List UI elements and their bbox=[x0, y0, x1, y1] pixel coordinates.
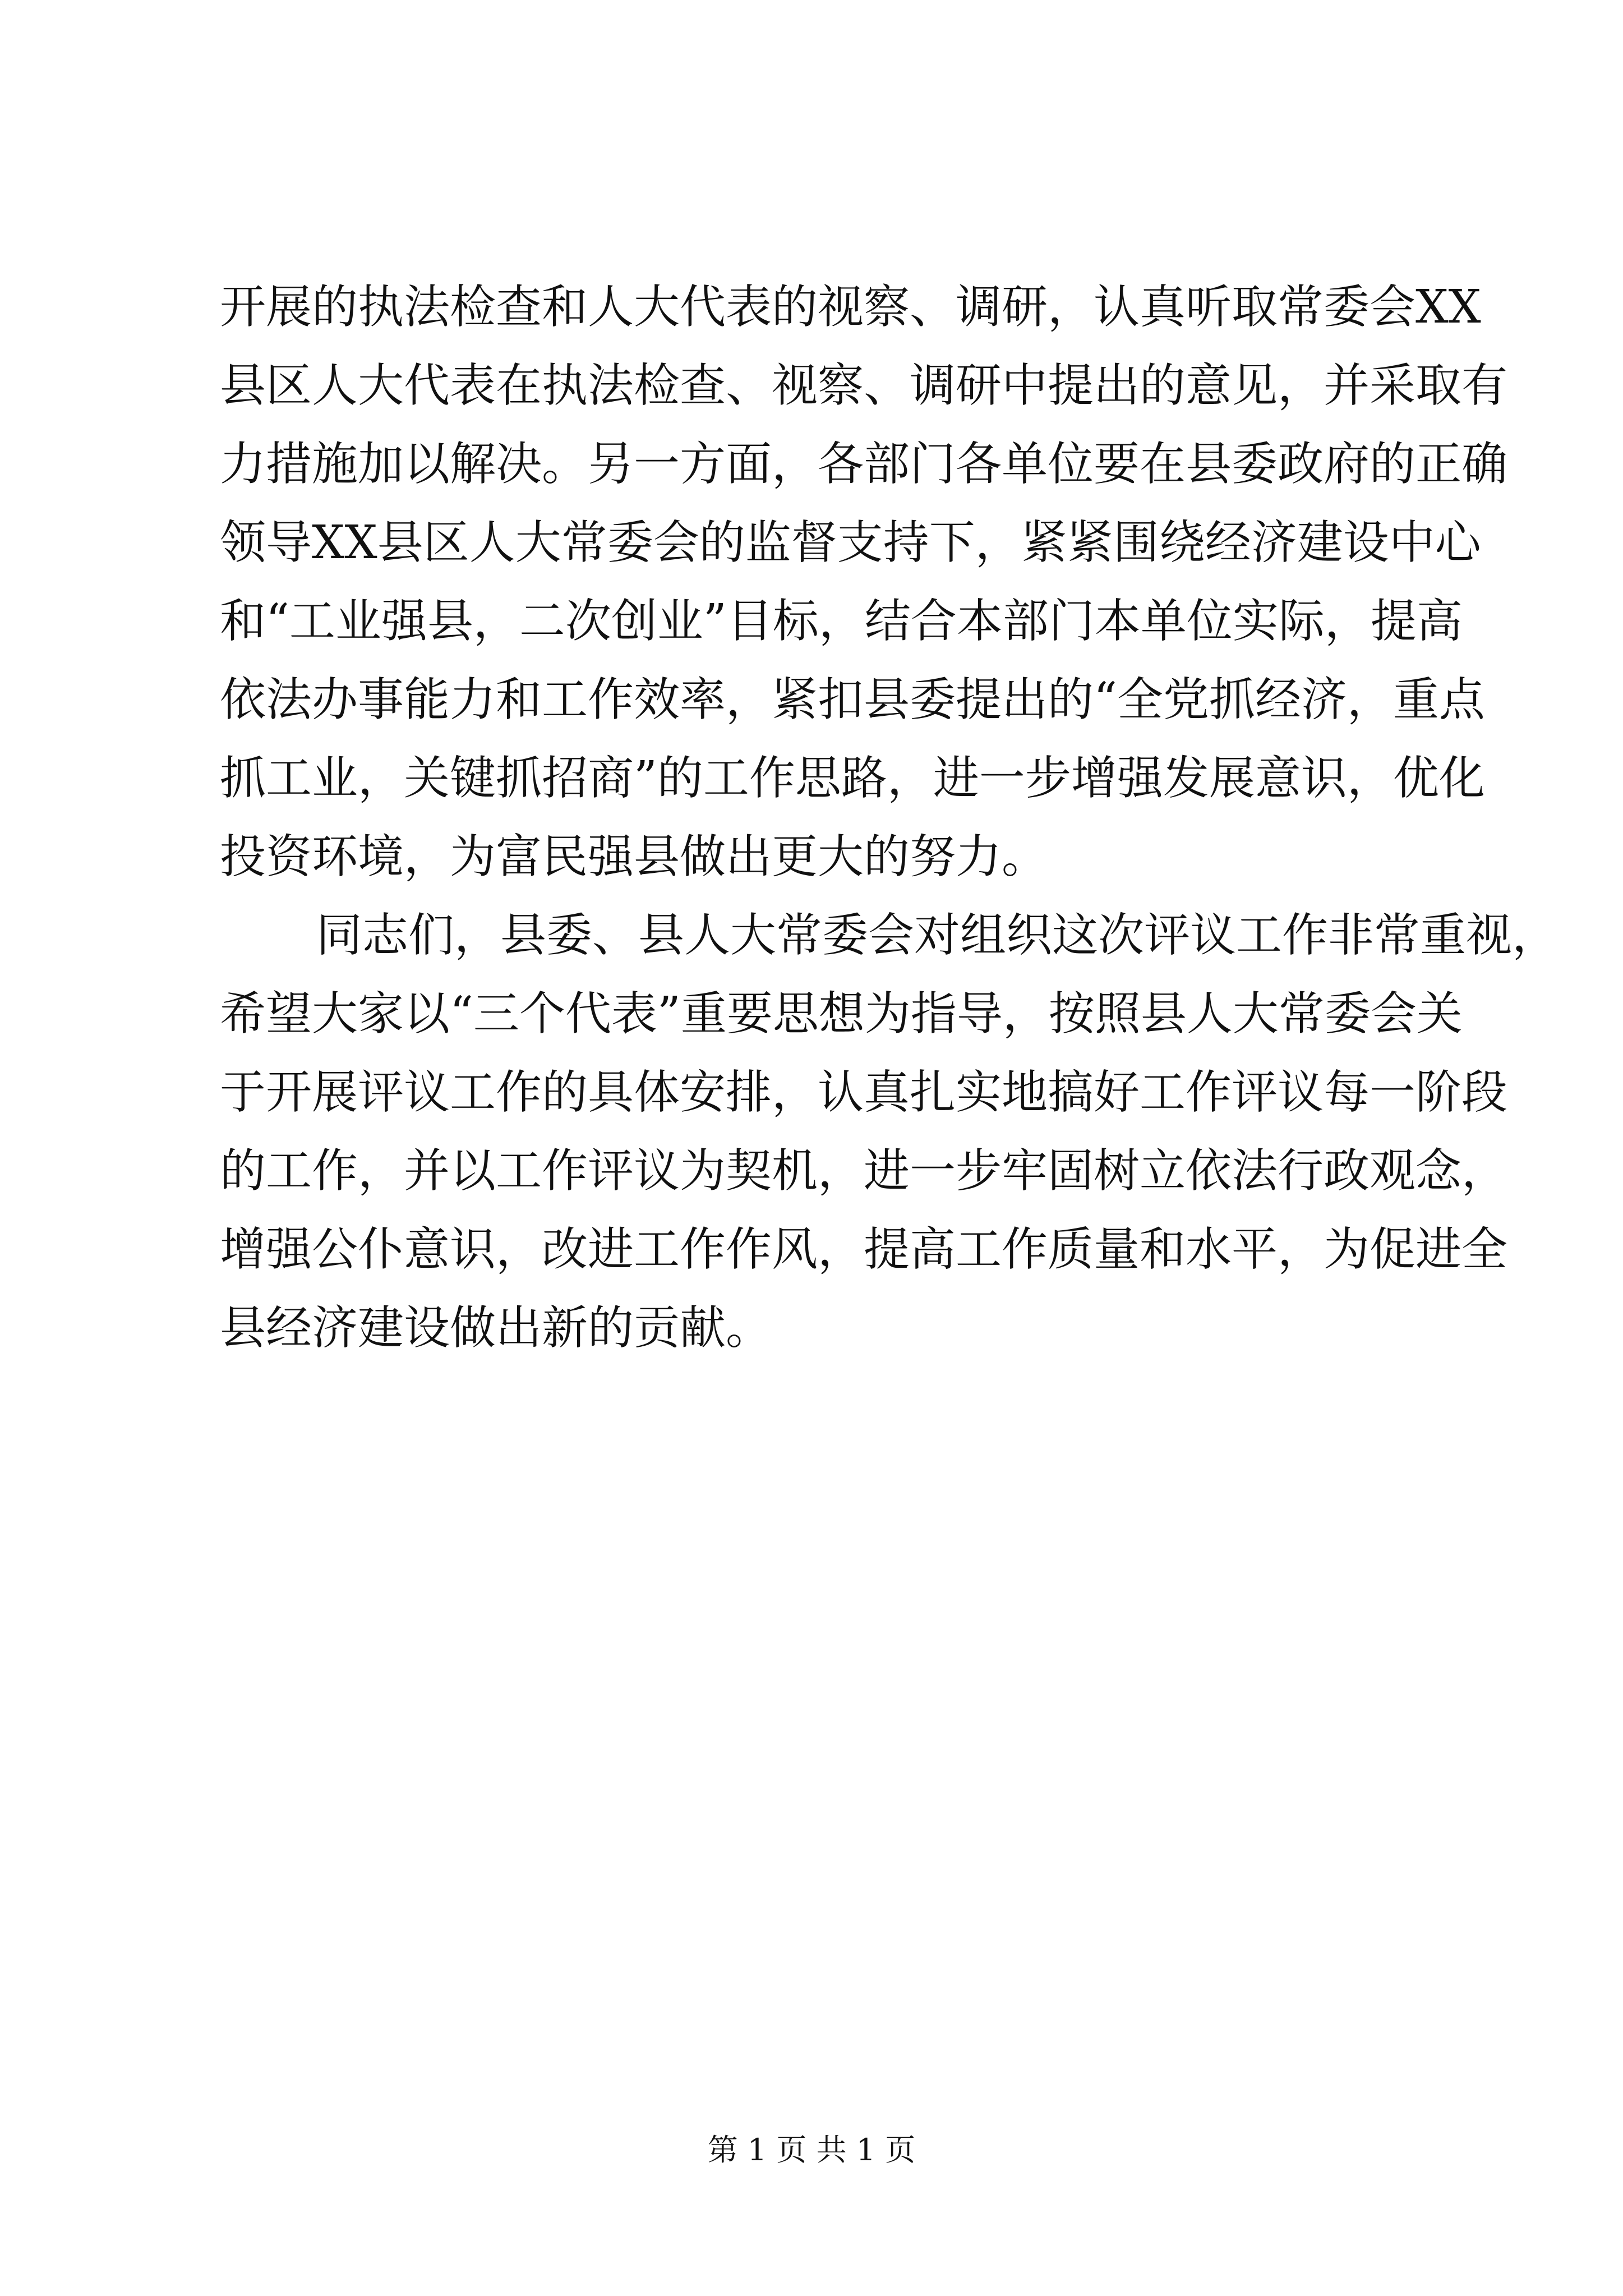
paragraph-line: 投资环境，为富民强县做出更大的努力。 bbox=[220, 830, 1048, 884]
paragraph-line: 开展的执法检查和人大代表的视察、调研，认真听取常委会XX bbox=[220, 280, 1481, 334]
page-number-footer: 第 1 页 共 1 页 bbox=[707, 2132, 916, 2168]
paragraph-line: 希望大家以“三个代表”重要思想为指导，按照县人大常委会关 bbox=[220, 987, 1463, 1041]
paragraph-line: 抓工业，关键抓招商”的工作思路，进一步增强发展意识，优化 bbox=[220, 752, 1485, 805]
paragraph-line: 依法办事能力和工作效率，紧扣县委提出的“全党抓经济，重点 bbox=[220, 673, 1485, 726]
paragraph-line: 领导XX县区人大常委会的监督支持下，紧紧围绕经济建设中心 bbox=[220, 516, 1481, 569]
document-body bbox=[220, 268, 1559, 1368]
paragraph-line: 于开展评议工作的具体安排，认真扎实地搞好工作评议每一阶段 bbox=[220, 1066, 1508, 1119]
paragraph-line: 县经济建设做出新的贡献。 bbox=[220, 1301, 772, 1355]
paragraph-line: 和“工业强县，二次创业”目标，结合本部门本单位实际，提高 bbox=[220, 595, 1463, 648]
paragraph-line: 县区人大代表在执法检查、视察、调研中提出的意见，并采取有 bbox=[220, 359, 1508, 412]
paragraph-line: 力措施加以解决。另一方面，各部门各单位要在县委政府的正确 bbox=[220, 438, 1508, 491]
paragraph-line: 的工作，并以工作评议为契机，进一步牢固树立依法行政观念， bbox=[220, 1144, 1508, 1198]
paragraph-line: 同志们，县委、县人大常委会对组织这次评议工作非常重视， bbox=[316, 909, 1559, 962]
paragraph-line: 增强公仆意识，改进工作作风，提高工作质量和水平，为促进全 bbox=[220, 1223, 1508, 1276]
